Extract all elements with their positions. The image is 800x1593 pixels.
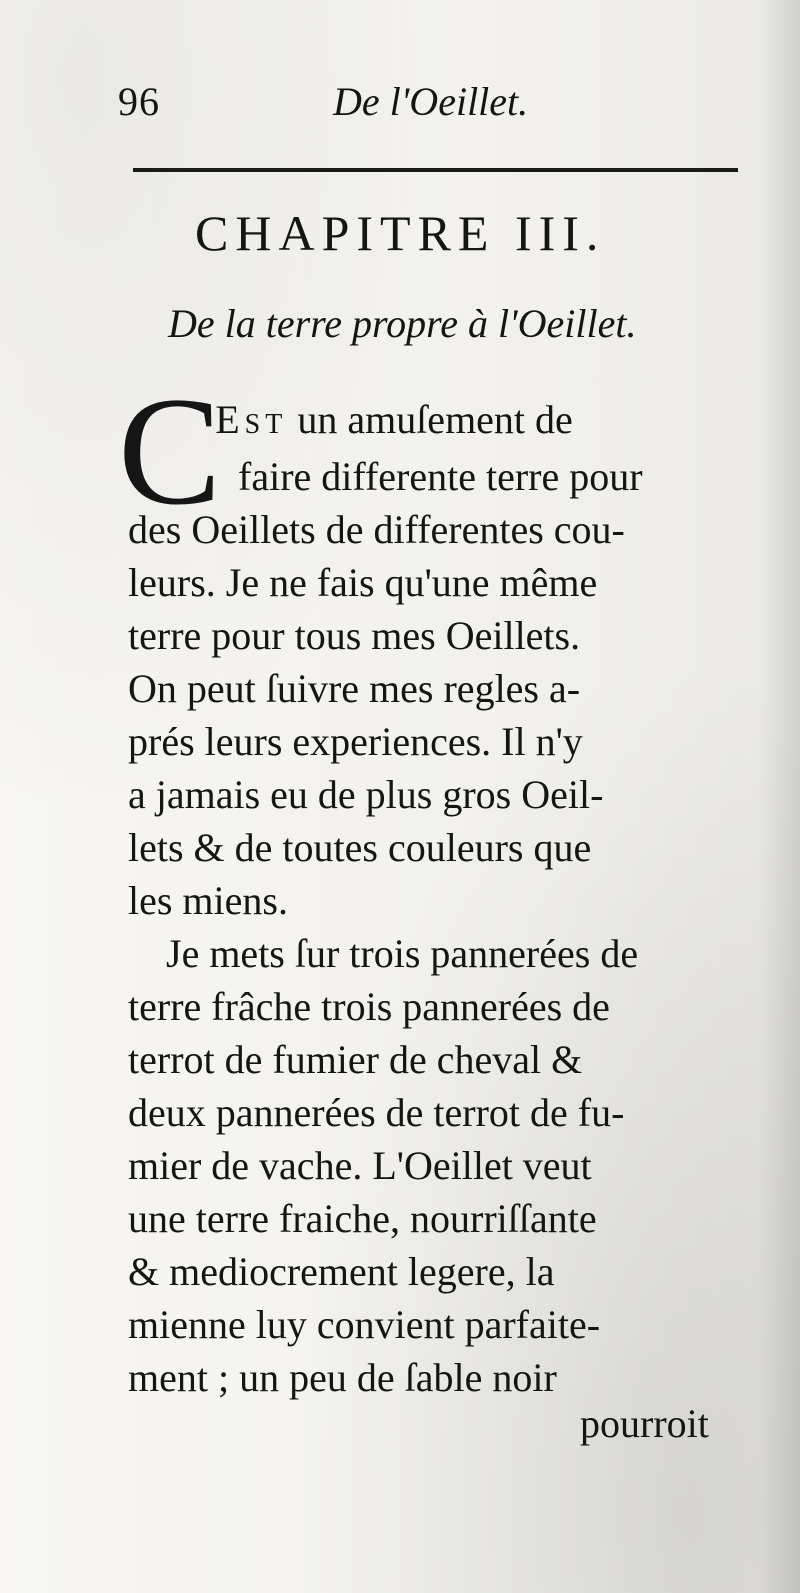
text-line: leurs. Je ne fais qu'une même — [128, 560, 598, 605]
text-line: prés leurs experiences. Il n'y — [128, 719, 583, 764]
text-line: faire differente terre pour — [238, 454, 643, 499]
chapter-title: CHAPITRE III. — [195, 205, 606, 261]
text-line: a jamais eu de plus gros Oeil- — [128, 772, 604, 817]
drop-cap: C — [118, 365, 222, 537]
text-line: terre pour tous mes Oeillets. — [128, 613, 581, 658]
text-line: les miens. — [128, 878, 288, 923]
chapter-subtitle: De la terre propre à l'Oeillet. — [168, 301, 637, 346]
text-line: mier de vache. L'Oeillet veut — [128, 1143, 592, 1188]
page-header — [118, 78, 738, 128]
text-line: mienne luy convient parfaite- — [128, 1302, 601, 1347]
first-word-caps: 'Est — [203, 397, 288, 442]
running-title: De l'Oeillet. — [333, 79, 529, 124]
text-line: & mediocrement legere, la — [128, 1249, 555, 1294]
text-line: terrot de fumier de cheval & — [128, 1037, 583, 1082]
page-edge-shadow — [760, 0, 800, 1593]
text-line: On peut ſuivre mes regles a- — [128, 666, 581, 711]
line-rest: un amuſement de — [287, 397, 573, 442]
text-line: Je mets ſur trois pannerées de — [166, 931, 639, 976]
text-line: des Oeillets de differentes cou- — [128, 507, 625, 552]
text-line: lets & de toutes couleurs que — [128, 825, 592, 870]
text-line: terre frâche trois pannerées de — [128, 984, 610, 1029]
text-line — [203, 397, 573, 442]
page-number: 96 — [118, 79, 160, 124]
catchword: pourroit — [580, 1401, 709, 1446]
text-line: deux pannerées de terrot de fu- — [128, 1090, 625, 1135]
text-line: ment ; un peu de ſable noir — [128, 1355, 557, 1400]
text-line: une terre fraiche, nourriſſante — [128, 1196, 597, 1241]
header-rule — [133, 168, 738, 172]
